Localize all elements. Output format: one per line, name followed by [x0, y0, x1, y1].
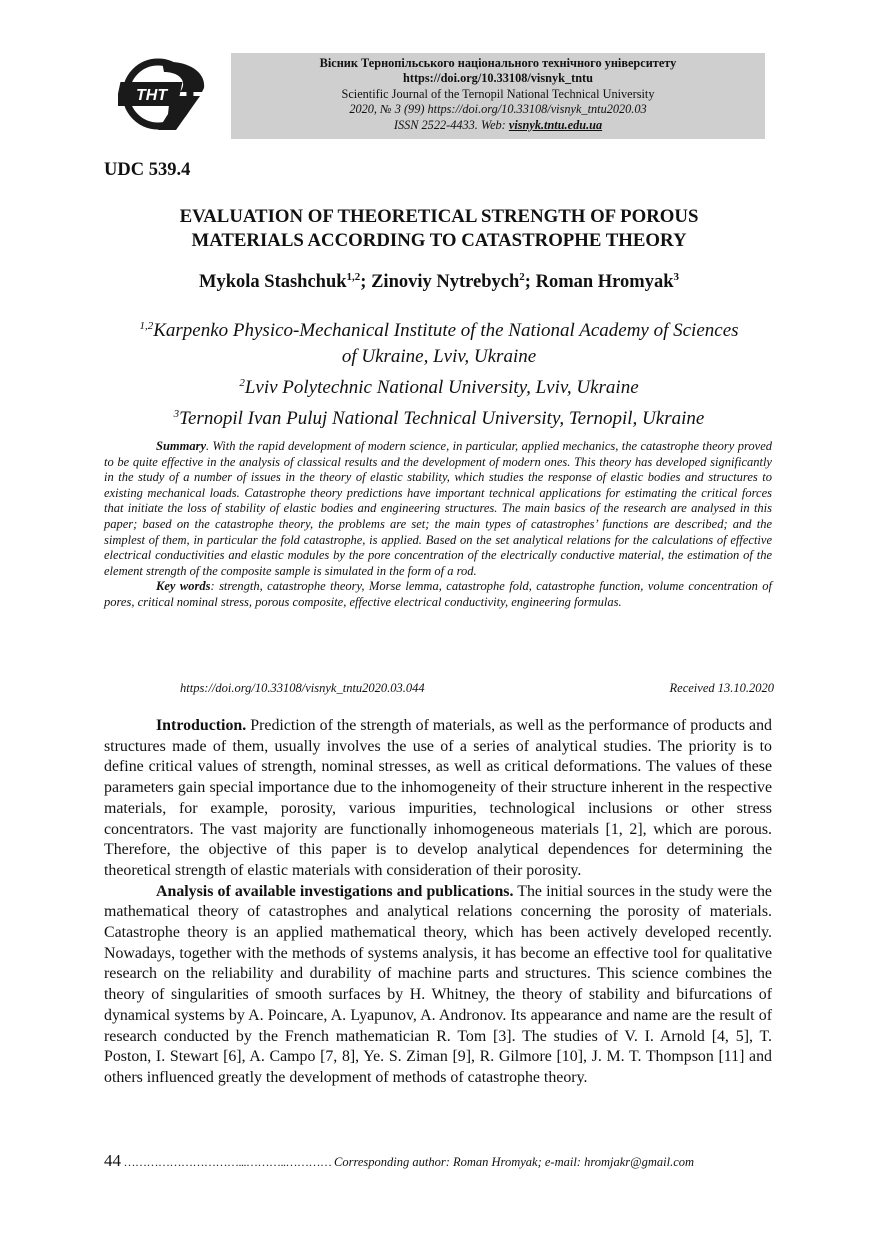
abstract [104, 439, 772, 611]
author-affiliation-mark: 1,2 [346, 271, 361, 283]
keywords-label: Key words [156, 579, 211, 594]
affiliation-continued: of Ukraine, Lviv, Ukraine [341, 346, 537, 367]
logo-text: THT [136, 87, 168, 104]
author-affiliation-mark: 2 [519, 271, 525, 283]
journal-issue: 2020, № 3 (99) https://doi.org/10.33108/visnyk_tntu2020.03 [349, 102, 647, 117]
footer-leader-dots: …………………………...………..………… [121, 1155, 334, 1169]
udc-code: UDC 539.4 [104, 160, 191, 180]
introduction-paragraph: Introduction. Prediction of the strength of materials, as well as the performance of products and structures made of them, usually involves the use of a series of analytical studies. The priority is to define critical values of strength, nominal stresses, as well as critical deformations. The values of these parameters gain special importance due to the inhomogeneity of their structure inherent in the respective materials, for example, porosity, various impurities, technological inclusions or other stress concentrators. The vast majority are functionally inhomogeneous materials [1, 2], which are porous. Therefore, the objective of this paper is to develop analytical dependences for determining the theoretical strength of elastic materials with consideration of their porosity. [104, 717, 772, 879]
journal-issn: ISSN 2522-4433. Web: visnyk.tntu.edu.ua [393, 117, 603, 132]
section-heading: Introduction. [156, 717, 247, 734]
received-date: Received 13.10.2020 [669, 681, 774, 695]
journal-doi-link[interactable]: https://doi.org/10.33108/visnyk_tntu [403, 71, 593, 86]
paper-title [104, 205, 774, 253]
paper-title-line: MATERIALS ACCORDING TO CATASTROPHE THEORY [191, 230, 687, 251]
page-number: 44 [104, 1151, 121, 1170]
affiliation: $^3$Ternopil Ivan Puluj National Technical University, Ternopil, Ukraine [173, 408, 705, 429]
page-footer [104, 1151, 774, 1171]
paper-title-line: EVALUATION OF THEORETICAL STRENGTH OF POROUS [179, 206, 699, 227]
affiliation-list [104, 313, 774, 432]
author-name: Zinoviy Nytrebych [371, 272, 520, 292]
author-name: Roman Hromyak [535, 272, 674, 292]
summary-paragraph: Summary. With the rapid development of modern science, in particular, applied mechanics, the catastrophe theory proved to be quite effective in the analysis of classical results and the development of modern ones. This theory has developed significantly in the study of a number of issues in the theory of elastic stability, which studies the response of elastic bodies and structures to existing mechanical loads. Catastrophe theory predictions have important technical applications for estimating the critical forces that initiate the loss of stability of elastic bodies and engineering structures. The main basics of the research are analysed in this paper; based on the catastrophe theory, the problems are set; the main types of catastrophes’ functions are described; and the simplest of them, in particular the fold catastrophe, is applied. Based on the set analytical relations for the calculations of effective electrical conductivities and elastic modules by the pore concentration of the electrically conductive material, the estimation of the element strength of the composite sample is simulated in the form of a rod. [104, 439, 772, 578]
summary-label: Summary [156, 439, 207, 453]
main-text [104, 716, 772, 1089]
journal-name-en: Scientific Journal of the Ternopil National Technical University [341, 86, 655, 101]
author-name: Mykola Stashchuk [199, 272, 347, 292]
journal-web-link[interactable]: visnyk.tntu.edu.ua [508, 117, 603, 132]
journal-name-ua: Вісник Тернопільського національного технічного університету [319, 56, 677, 70]
keywords-paragraph: Key words: strength, catastrophe theory, Morse lemma, catastrophe fold, catastrophe function, volume concentration of pores, critical nominal stress, porous composite, effective electrical conductivity, engineering formulas. [104, 579, 772, 609]
journal-header [231, 53, 765, 139]
university-logo [118, 56, 210, 134]
analysis-paragraph: Analysis of available investigations and publications. The initial sources in the study were the mathematical theory of catastrophes and analytical relations concerning the porosity of materials. Catastrophe theory is an applied mathematical theory, which has been actively developed recently. Nowadays, together with the methods of systems analysis, it has become an effective tool for qualitative research on the reliability and durability of machine parts and structures. This science combines the theory of singularities of smooth surfaces by H. Whitney, the theory of stability and bifurcations of dynamical systems by A. Poincare, A. Lyapunov, A. Andronov. Its appearance and name are the result of research conducted by the French mathematician R. Tom [3]. The studies of V. I. Arnold [4, 5], T. Poston, I. Stewart [6], A. Campo [7, 8], Ye. S. Ziman [9], R. Gilmore [10], J. M. T. Thompson [11] and others influenced greatly the development of methods of catastrophe theory. [104, 882, 772, 1086]
author-affiliation-mark: 3 [673, 271, 679, 283]
author-list: Mykola Stashchuk$^{1,2}$; Zinoviy Nytrebych$^2$; Roman Hromyak$^3$ [199, 271, 679, 292]
article-doi[interactable]: https://doi.org/10.33108/visnyk_tntu2020.03.044 [180, 681, 425, 695]
affiliation: $^2$Lviv Polytechnic National University, Lviv, Ukraine [239, 377, 639, 398]
article-meta [180, 681, 774, 696]
section-heading: Analysis of available investigations and publications. [156, 882, 514, 900]
affiliation: $^{1,2}$Karpenko Physico-Mechanical Institute of the National Academy of Sciences [139, 320, 739, 341]
corresponding-author: Corresponding author: Roman Hromyak; e-mail: hromjakr@gmail.com [334, 1155, 695, 1169]
